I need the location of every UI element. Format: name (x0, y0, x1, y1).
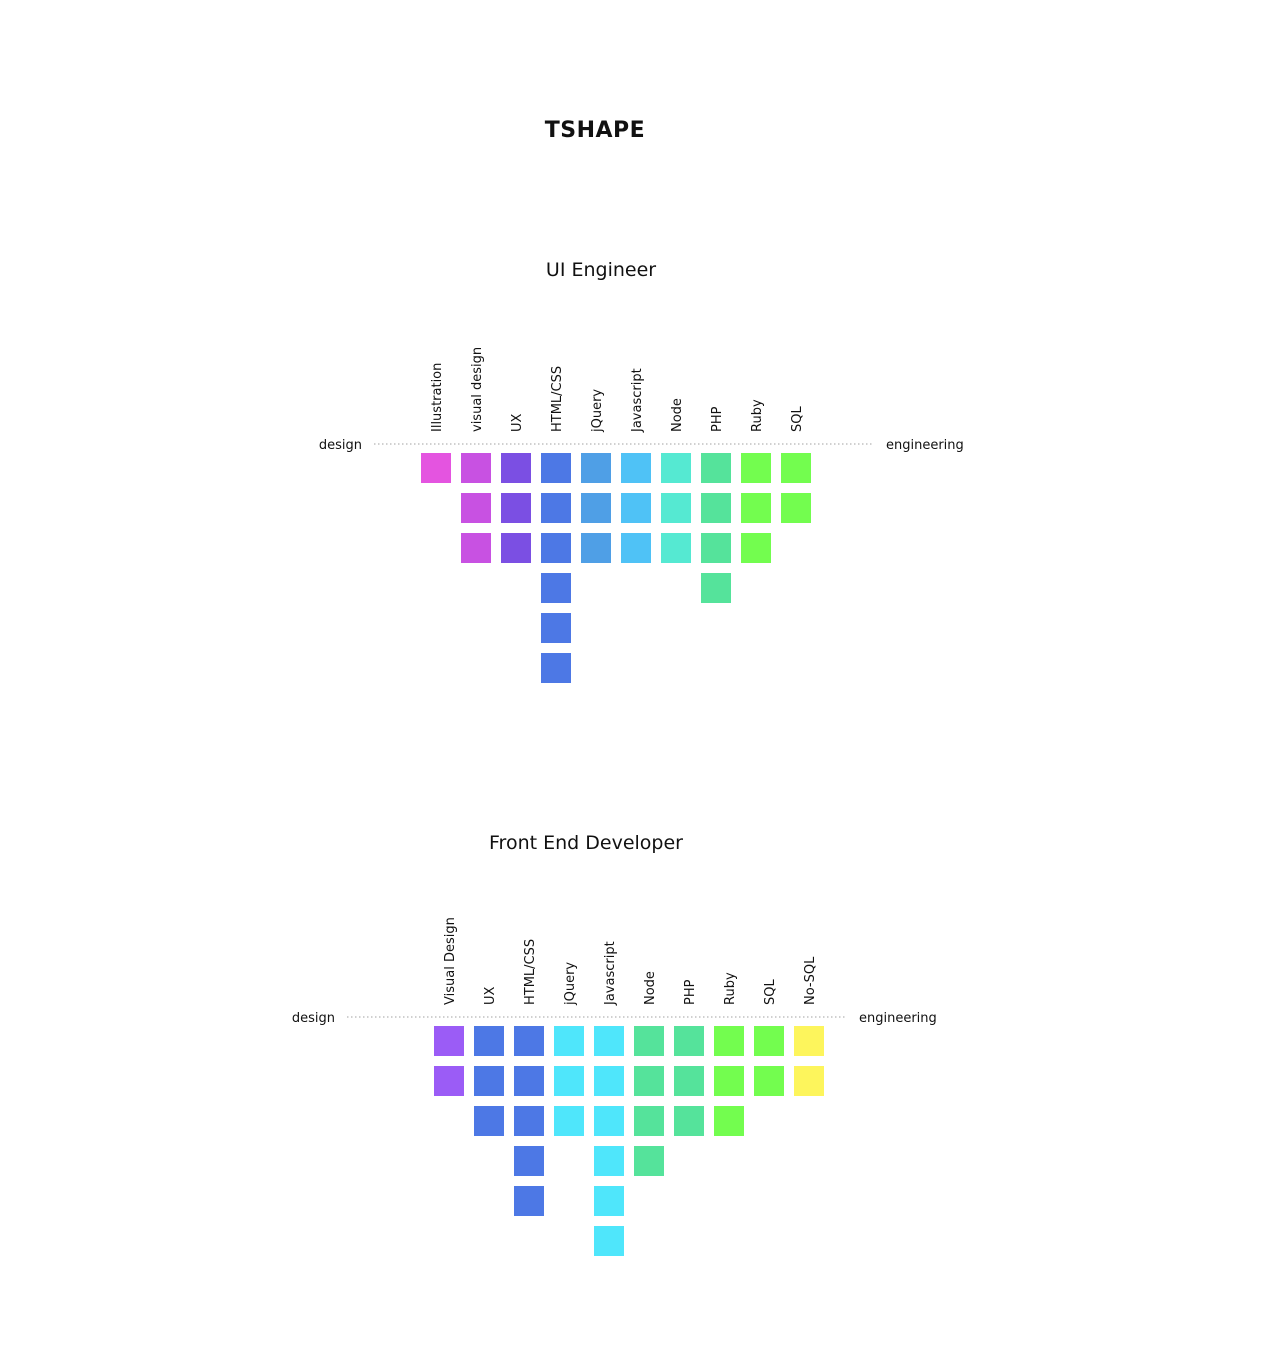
skill-block-illustration (421, 453, 451, 483)
skill-block-html-css (514, 1186, 544, 1216)
skill-block-node (634, 1146, 664, 1176)
skill-block-jquery (554, 1106, 584, 1136)
ui-engineer-chart (0, 340, 1280, 700)
category-label-visual-design: Visual Design (443, 917, 458, 1005)
skill-block-javascript (621, 453, 651, 483)
category-label-sql: SQL (790, 406, 805, 432)
skill-block-javascript (621, 533, 651, 563)
front-end-developer-chart (0, 913, 1280, 1273)
category-label-ux: UX (510, 413, 525, 432)
skill-block-ruby (714, 1106, 744, 1136)
skill-block-sql (781, 493, 811, 523)
skill-block-ux (501, 533, 531, 563)
category-label-visual-design: visual design (470, 346, 485, 432)
skill-block-node (661, 533, 691, 563)
skill-block-jquery (581, 493, 611, 523)
skill-block-html-css (541, 453, 571, 483)
skill-block-php (701, 573, 731, 603)
skill-block-html-css (514, 1026, 544, 1056)
skill-block-no-sql (794, 1026, 824, 1056)
skill-block-php (674, 1066, 704, 1096)
skill-block-javascript (594, 1226, 624, 1256)
category-label-sql: SQL (763, 979, 778, 1005)
category-label-jquery: jQuery (563, 961, 578, 1005)
skill-block-ruby (714, 1026, 744, 1056)
skill-block-javascript (594, 1066, 624, 1096)
skill-block-html-css (541, 653, 571, 683)
front-end-developer-title: Front End Developer (489, 832, 683, 854)
skill-block-ux (474, 1066, 504, 1096)
skill-block-jquery (554, 1066, 584, 1096)
skill-block-php (701, 493, 731, 523)
skill-block-visual-design (461, 453, 491, 483)
axis-label-design: design (318, 438, 362, 453)
skill-block-node (634, 1066, 664, 1096)
skill-block-php (674, 1106, 704, 1136)
skill-block-node (661, 453, 691, 483)
skill-block-visual-design (434, 1026, 464, 1056)
skill-block-javascript (594, 1026, 624, 1056)
category-label-node: Node (670, 398, 685, 432)
skill-block-php (674, 1026, 704, 1056)
skill-block-visual-design (461, 493, 491, 523)
skill-block-html-css (541, 533, 571, 563)
skill-block-javascript (594, 1186, 624, 1216)
skill-block-php (701, 453, 731, 483)
axis-label-engineering: engineering (886, 438, 964, 453)
category-label-no-sql: No-SQL (803, 956, 818, 1005)
category-label-illustration: Illustration (430, 362, 445, 432)
skill-block-jquery (581, 453, 611, 483)
skill-block-html-css (514, 1066, 544, 1096)
category-label-javascript: Javascript (603, 941, 618, 1005)
skill-block-visual-design (434, 1066, 464, 1096)
skill-block-php (701, 533, 731, 563)
skill-block-ux (474, 1026, 504, 1056)
skill-block-visual-design (461, 533, 491, 563)
category-label-html-css: HTML/CSS (550, 365, 565, 432)
skill-block-javascript (621, 493, 651, 523)
skill-block-html-css (514, 1146, 544, 1176)
skill-block-sql (754, 1026, 784, 1056)
skill-block-node (634, 1106, 664, 1136)
skill-block-ruby (714, 1066, 744, 1096)
skill-block-sql (781, 453, 811, 483)
category-label-php: PHP (710, 406, 725, 432)
skill-block-html-css (514, 1106, 544, 1136)
skill-block-ux (501, 453, 531, 483)
skill-block-javascript (594, 1106, 624, 1136)
skill-block-jquery (581, 533, 611, 563)
category-label-php: PHP (683, 979, 698, 1005)
skill-block-jquery (554, 1026, 584, 1056)
axis-label-design: design (291, 1011, 335, 1026)
skill-block-sql (754, 1066, 784, 1096)
skill-block-ruby (741, 533, 771, 563)
skill-block-html-css (541, 573, 571, 603)
skill-block-html-css (541, 613, 571, 643)
skill-block-ruby (741, 453, 771, 483)
category-label-ux: UX (483, 986, 498, 1005)
axis-label-engineering: engineering (859, 1011, 937, 1026)
skill-block-node (634, 1026, 664, 1056)
category-label-jquery: jQuery (590, 388, 605, 432)
skill-block-no-sql (794, 1066, 824, 1096)
category-label-ruby: Ruby (723, 972, 738, 1005)
category-label-html-css: HTML/CSS (523, 938, 538, 1005)
skill-block-ux (474, 1106, 504, 1136)
skill-block-ruby (741, 493, 771, 523)
category-label-node: Node (643, 971, 658, 1005)
ui-engineer-title: UI Engineer (545, 259, 657, 281)
skill-block-ux (501, 493, 531, 523)
skill-block-html-css (541, 493, 571, 523)
skill-block-node (661, 493, 691, 523)
category-label-javascript: Javascript (630, 368, 645, 432)
page-title: TSHAPE (544, 118, 646, 143)
category-label-ruby: Ruby (750, 399, 765, 432)
skill-block-javascript (594, 1146, 624, 1176)
